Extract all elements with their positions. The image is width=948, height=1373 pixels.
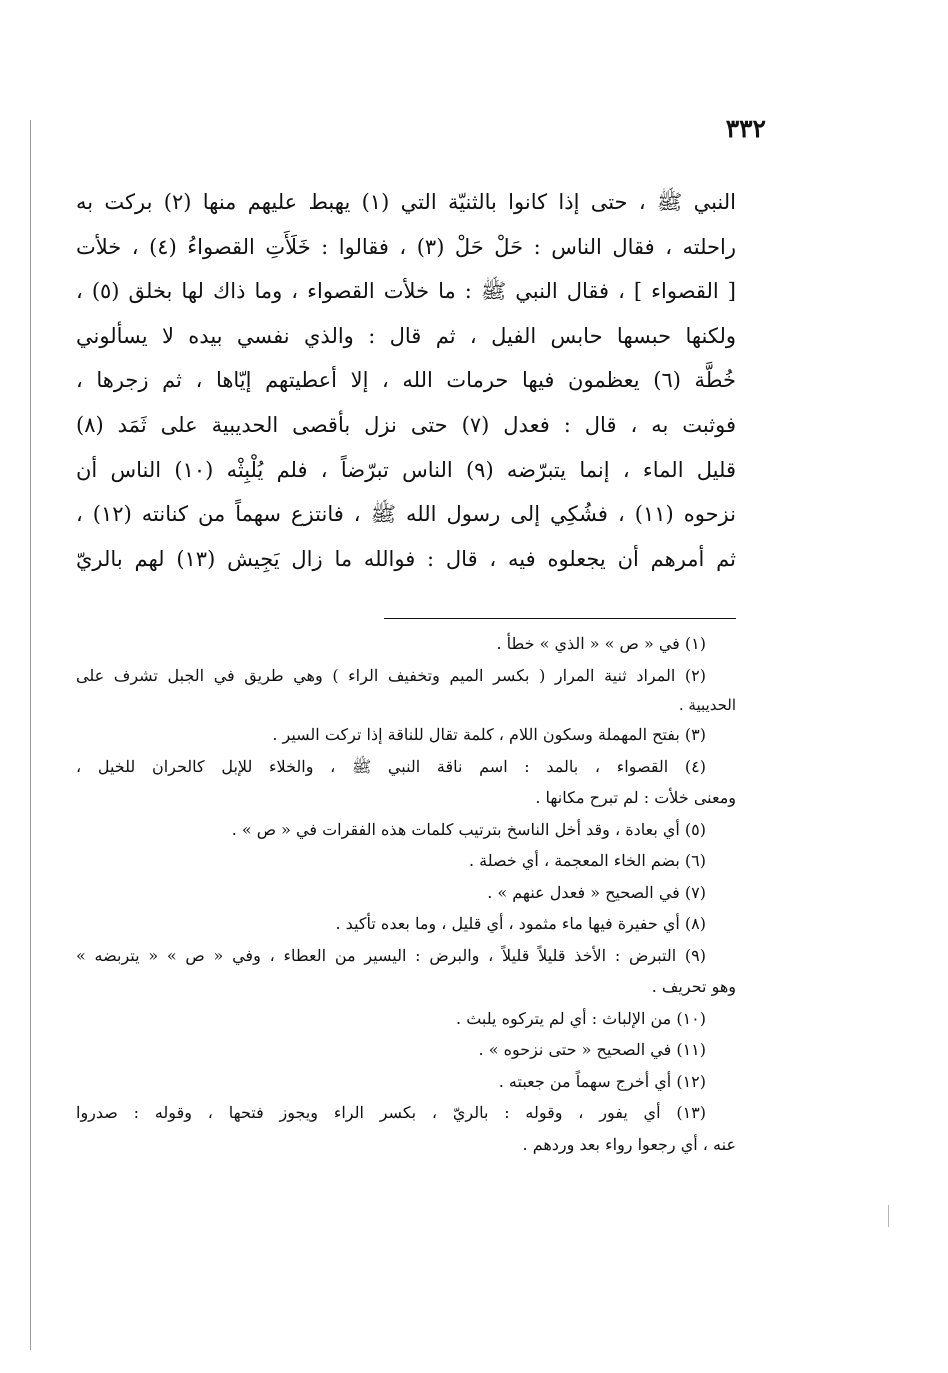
footnote-13: (١٣) أي يفور ، وقوله : بالريّ ، بكسر الراء ويجوز فتحها ، وقوله : صدروا (76, 1103, 706, 1122)
main-text-line: ثم أمرهم أن يجعلوه فيه ، قال : فوالله ما زال يَجِيش (١٣) لهم بالريّ (76, 546, 736, 571)
page-number: ٣٣٢ (725, 114, 766, 143)
footnote-10: (١٠) من الإلباث : أي لم يتركوه يلبث . (456, 1008, 706, 1028)
main-text-line: نزحوه (١١) ، فشُكِي إلى رسول الله ﷺ ، فانتزع سهماً من كنانته (١٢) ، (76, 502, 736, 527)
footnote-9: (٩) التبرض : الأخذ قليلاً قليلاً ، والبرض : اليسير من العطاء ، وفي « ص » « يتربضه » (76, 945, 706, 965)
main-text-line: خُطَّة (٦) يعظمون فيها حرمات الله ، إلا أعطيتهم إيّاها ، ثم زجرها ، (76, 368, 736, 393)
scan-edge-left (30, 120, 31, 1350)
footnote-2-continuation: الحديبية . (678, 696, 736, 714)
footnote-6: (٦) بضم الخاء المعجمة ، أي خصلة . (468, 851, 706, 870)
footnote-13-continuation: عنه ، أي رجعوا رواء بعد وردهم . (522, 1134, 736, 1154)
footnote-separator (384, 618, 736, 619)
main-text-line: [ القصواء ] ، فقال النبي ﷺ : ما خلأت القصواء ، وما ذاك لها بخلق (٥) ، (76, 279, 736, 304)
footnotes (76, 628, 736, 1160)
main-text-line: ولكنها حبسها حابس الفيل ، ثم قال : والذي نفسي بيده لا يسألوني (76, 323, 736, 348)
footnote-4: (٤) القصواء ، بالمد : اسم ناقة النبي ﷺ ، والخلاء للإبل كالحران للخيل ، (76, 756, 706, 776)
main-text-line: فوثبت به ، قال : فعدل (٧) حتى نزل بأقصى الحديبية على ثَمَد (٨) (76, 412, 736, 437)
footnote-12: (١٢) أي أخرج سهماً من جعبته . (498, 1071, 706, 1091)
footnote-4-continuation: ومعنى خلأت : لم تبرح مكانها . (535, 788, 736, 807)
footnote-8: (٨) أي حفيرة فيها ماء مثمود ، أي قليل ، وما بعده تأكيد . (335, 914, 706, 933)
footnote-11: (١١) في الصحيح « حتى نزحوه » . (478, 1040, 706, 1059)
scan-edge-right (888, 1205, 889, 1227)
main-text-line: قليل الماء ، إنما يتبرّضه (٩) الناس تبرّضاً ، فلم يُلْبِثْه (١٠) الناس أن (76, 457, 736, 482)
footnote-2: (٢) المراد ثنية المرار ( بكسر الميم وتخفيف الراء ) وهي طريق في الجبل تشرف على (76, 665, 706, 685)
footnote-9-continuation: وهو تحريف . (651, 977, 736, 996)
footnote-1: (١) في « ص » « الذي » خطأ . (496, 634, 706, 653)
footnote-5: (٥) أي بعادة ، وقد أخل الناسخ بترتيب كلمات هذه الفقرات في « ص » . (231, 819, 706, 839)
main-text (76, 180, 736, 581)
main-text-line: راحلته ، فقال الناس : حَلْ حَلْ (٣) ، فقالوا : خَلَأَتِ القصواءُ (٤) ، خلأت (76, 234, 736, 259)
main-text-line: النبي ﷺ ، حتى إذا كانوا بالثنيّة التي (١) يهبط عليهم منها (٢) بركت به (76, 190, 736, 214)
footnote-7: (٧) في الصحيح « فعدل عنهم » . (487, 882, 706, 902)
footnote-3: (٣) بفتح المهملة وسكون اللام ، كلمة تقال للناقة إذا تركت السير . (272, 725, 706, 744)
